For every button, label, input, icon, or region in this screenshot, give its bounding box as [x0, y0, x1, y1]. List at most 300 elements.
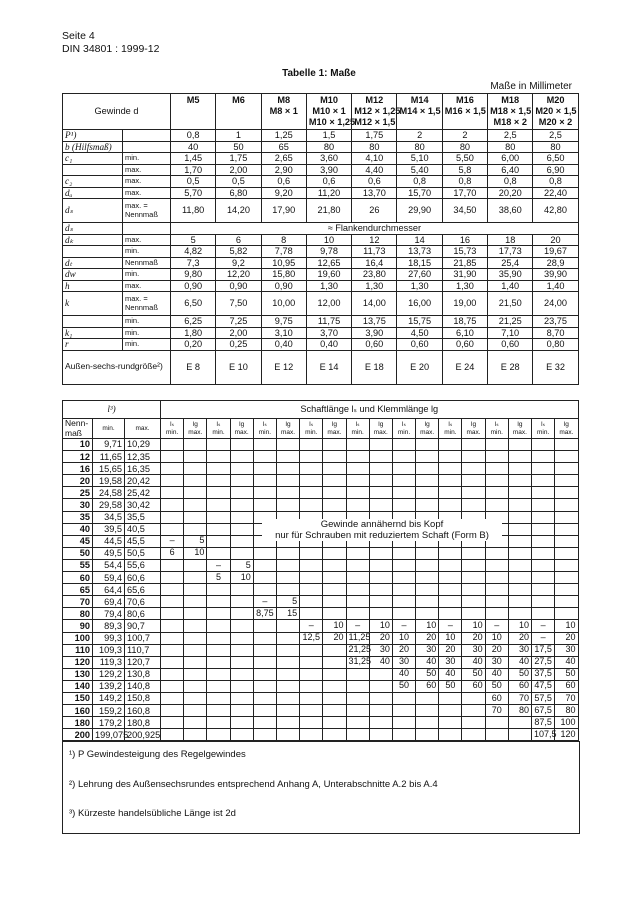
length-cell: 107,5	[532, 729, 555, 741]
length-cell	[230, 632, 253, 644]
length-cell	[253, 620, 276, 632]
dim-value: 23,75	[533, 316, 578, 328]
min-value: 54,4	[93, 559, 125, 571]
length-cell	[508, 511, 531, 523]
nennmass-label: Nenn-maß	[63, 419, 93, 439]
length-symbol: lₛ	[355, 421, 360, 429]
length-cell	[392, 559, 415, 571]
length-cell	[555, 499, 578, 511]
length-cell	[184, 475, 207, 487]
length-cell: 37,5	[532, 668, 555, 680]
dim-value: 14	[397, 234, 442, 246]
dim-symbol: k₁	[63, 327, 123, 339]
dim-value: 80	[533, 141, 578, 153]
length-cell	[323, 692, 346, 704]
length-cell	[555, 559, 578, 571]
length-cell: 30	[439, 656, 462, 668]
nenn-value: 30	[63, 499, 93, 511]
length-cell	[508, 499, 531, 511]
length-cell	[346, 451, 369, 463]
size-label: M14	[410, 95, 429, 105]
length-cell	[508, 451, 531, 463]
length-cell: 40	[369, 656, 392, 668]
length-cell	[323, 608, 346, 620]
dim-value: 13,75	[352, 316, 397, 328]
annotation-line-1: Gewinde annähernd bis Kopf	[320, 519, 444, 530]
dim-value: 6	[216, 234, 261, 246]
length-symbol: lg	[285, 421, 291, 429]
length-cell	[276, 729, 299, 741]
size-label	[218, 106, 258, 117]
dim-value: 9,80	[171, 269, 216, 281]
dim-value: 17,90	[261, 199, 306, 223]
dim-value: 7,78	[261, 246, 306, 258]
max-value: 16,35	[125, 463, 161, 475]
dim-value: E 14	[306, 350, 351, 384]
size-header	[216, 94, 261, 130]
nenn-value: 50	[63, 547, 93, 559]
size-header	[171, 94, 216, 130]
min-value: 129,2	[93, 668, 125, 680]
length-row	[63, 632, 579, 644]
dim-value: 0,60	[488, 339, 533, 351]
length-limit: max.	[373, 428, 388, 436]
length-cell	[462, 705, 485, 717]
dim-row	[63, 130, 579, 142]
dim-value: 3,90	[352, 327, 397, 339]
length-header-row	[63, 401, 579, 419]
length-cell	[485, 487, 508, 499]
dim-value: 5	[171, 234, 216, 246]
dim-unit: min.	[123, 316, 171, 328]
dim-value: 80	[352, 141, 397, 153]
size-header	[442, 94, 487, 130]
length-symbol: lg	[378, 421, 384, 429]
page-number: Seite 4	[62, 30, 95, 42]
size-label: M18 × 2	[493, 117, 527, 127]
dim-value: 1	[216, 130, 261, 142]
length-cell: 80	[555, 705, 578, 717]
ls-lg-header	[230, 419, 253, 439]
nenn-value: 40	[63, 523, 93, 535]
min-value: 19,58	[93, 475, 125, 487]
length-cell	[485, 439, 508, 451]
size-label: M10 × 1,25	[308, 117, 356, 127]
size-header	[261, 94, 306, 130]
length-cell: 50	[555, 668, 578, 680]
length-cell	[369, 608, 392, 620]
dim-symbol: b (Hilfsmaß)	[63, 141, 123, 153]
dim-value: 15,80	[261, 269, 306, 281]
length-cell	[462, 572, 485, 584]
length-cell	[439, 547, 462, 559]
length-cell: –	[300, 620, 323, 632]
dim-value: 0,60	[352, 339, 397, 351]
length-cell: 20	[485, 644, 508, 656]
dim-value: 80	[488, 141, 533, 153]
length-cell	[161, 511, 184, 523]
length-cell	[207, 523, 230, 535]
dim-value: 8	[261, 234, 306, 246]
dim-unit: min.	[123, 269, 171, 281]
dim-value: 2,5	[533, 130, 578, 142]
max-value: 35,5	[125, 511, 161, 523]
length-row	[63, 451, 579, 463]
length-cell	[346, 608, 369, 620]
nenn-value: 200	[63, 729, 93, 741]
length-cell	[369, 559, 392, 571]
length-limit: min.	[165, 428, 179, 436]
length-cell	[276, 451, 299, 463]
max-value: 200,925	[125, 729, 161, 741]
length-cell: –	[439, 620, 462, 632]
length-cell	[230, 717, 253, 729]
length-cell	[369, 705, 392, 717]
size-label: M20 × 1,5	[535, 106, 577, 116]
size-label: M20 × 2	[538, 117, 573, 127]
length-cell	[207, 596, 230, 608]
length-cell	[439, 729, 462, 741]
length-cell: 31,25	[346, 656, 369, 668]
size-label	[264, 117, 304, 128]
length-cell	[439, 499, 462, 511]
size-label	[445, 117, 485, 128]
dim-value: 7,25	[216, 316, 261, 328]
length-cell	[392, 475, 415, 487]
length-cell	[346, 559, 369, 571]
length-cell	[276, 499, 299, 511]
length-cell	[184, 608, 207, 620]
length-cell: 40	[462, 656, 485, 668]
length-cell	[416, 572, 439, 584]
length-cell	[555, 523, 578, 535]
length-symbol: lₛ	[448, 421, 453, 429]
length-cell: 10	[508, 620, 531, 632]
length-cell: 70	[555, 692, 578, 704]
dim-value: 5,40	[397, 164, 442, 176]
length-cell	[323, 475, 346, 487]
dim-value: 0,8	[442, 176, 487, 188]
dim-value: 5,8	[442, 164, 487, 176]
ls-lg-header	[253, 419, 276, 439]
units-note: Maße in Millimeter	[490, 81, 572, 92]
length-cell	[276, 668, 299, 680]
length-cell	[416, 499, 439, 511]
length-cell	[532, 463, 555, 475]
size-label: M14 × 1,5	[399, 106, 441, 116]
length-cell	[392, 584, 415, 596]
length-cell	[485, 463, 508, 475]
length-cell	[485, 499, 508, 511]
length-cell: 20	[416, 632, 439, 644]
size-label: M8 × 1	[269, 106, 298, 116]
length-cell	[161, 523, 184, 535]
dim-value: 12,20	[216, 269, 261, 281]
length-cell	[508, 463, 531, 475]
dim-value: 19,60	[306, 269, 351, 281]
length-cell	[300, 451, 323, 463]
ls-lg-header	[346, 419, 369, 439]
length-cell	[485, 451, 508, 463]
length-cell: 20	[508, 632, 531, 644]
length-cell	[439, 559, 462, 571]
length-cell	[532, 523, 555, 535]
length-cell	[161, 463, 184, 475]
length-cell: 6	[161, 547, 184, 559]
max-value: 130,8	[125, 668, 161, 680]
length-cell	[207, 547, 230, 559]
length-cell	[300, 644, 323, 656]
min-value: 9,71	[93, 439, 125, 451]
length-cell: –	[207, 559, 230, 571]
dim-value: 27,60	[397, 269, 442, 281]
dim-value: 1,25	[261, 130, 306, 142]
dim-value: 7,3	[171, 257, 216, 269]
dim-value: 1,75	[352, 130, 397, 142]
length-cell	[439, 717, 462, 729]
length-cell	[300, 656, 323, 668]
length-cell	[369, 584, 392, 596]
length-cell	[416, 717, 439, 729]
length-cell	[300, 668, 323, 680]
length-symbol: lₛ	[309, 421, 314, 429]
dim-value: 17,70	[442, 187, 487, 199]
length-cell	[300, 547, 323, 559]
length-limit: min.	[351, 428, 364, 436]
length-cell: 10	[369, 620, 392, 632]
length-cell	[485, 584, 508, 596]
ls-lg-header	[555, 419, 578, 439]
length-cell	[323, 705, 346, 717]
length-cell	[300, 717, 323, 729]
length-cell	[300, 705, 323, 717]
length-cell	[230, 463, 253, 475]
length-cell	[555, 511, 578, 523]
dim-value: 0,8	[488, 176, 533, 188]
dim-value: 16	[442, 234, 487, 246]
dim-row	[63, 223, 579, 235]
length-cell	[207, 584, 230, 596]
dim-value: 2,00	[216, 164, 261, 176]
dim-value: E 20	[397, 350, 442, 384]
length-cell: –	[161, 535, 184, 547]
dim-row	[63, 176, 579, 188]
dim-value: 0,60	[397, 339, 442, 351]
length-cell	[439, 463, 462, 475]
footnote-2: ²) Lehrung des Außensechsrundes entsprechend Anhang A, Unterabschnitte A.2 bis A.4	[69, 779, 438, 790]
length-cell	[253, 729, 276, 741]
length-cell: 10	[462, 620, 485, 632]
length-cell	[161, 680, 184, 692]
length-cell	[369, 572, 392, 584]
length-cell	[184, 439, 207, 451]
length-cell: 30	[485, 656, 508, 668]
dim-row	[63, 327, 579, 339]
length-cell	[161, 475, 184, 487]
length-cell	[439, 705, 462, 717]
length-row	[63, 608, 579, 620]
length-limit: min.	[258, 428, 271, 436]
length-symbol: lₛ	[494, 421, 499, 429]
length-limit: max.	[188, 428, 203, 436]
length-symbol: lg	[563, 421, 569, 429]
length-cell	[369, 547, 392, 559]
dim-value: 16,00	[397, 292, 442, 316]
length-cell	[253, 572, 276, 584]
length-cell	[532, 487, 555, 499]
length-row	[63, 680, 579, 692]
length-cell	[253, 559, 276, 571]
dim-value: 0,90	[171, 280, 216, 292]
dim-value: 20,20	[488, 187, 533, 199]
ls-lg-header	[161, 419, 184, 439]
length-cell: 30	[369, 644, 392, 656]
max-value: 120,7	[125, 656, 161, 668]
dim-unit: Nennmaß	[123, 257, 171, 269]
dim-value: E 18	[352, 350, 397, 384]
ls-lg-header	[207, 419, 230, 439]
length-cell	[161, 487, 184, 499]
dim-unit	[123, 130, 171, 142]
length-cell	[230, 608, 253, 620]
length-cell	[346, 463, 369, 475]
dim-value: 1,30	[306, 280, 351, 292]
length-cell: 20	[392, 644, 415, 656]
length-cell: –	[346, 620, 369, 632]
length-cell	[508, 584, 531, 596]
length-cell	[346, 439, 369, 451]
dim-value: 1,70	[171, 164, 216, 176]
dim-value: 15,73	[442, 246, 487, 258]
length-cell	[346, 596, 369, 608]
min-value: 15,65	[93, 463, 125, 475]
length-row	[63, 729, 579, 741]
length-cell: 80	[508, 705, 531, 717]
dim-value: 29,90	[397, 199, 442, 223]
min-value: 179,2	[93, 717, 125, 729]
length-symbol: lₛ	[541, 421, 546, 429]
length-cell	[161, 559, 184, 571]
dim-value: 17,73	[488, 246, 533, 258]
length-cell	[161, 572, 184, 584]
length-cell	[416, 596, 439, 608]
footnote-3: ³) Kürzeste handelsübliche Länge ist 2d	[69, 808, 236, 819]
size-header-row	[63, 94, 579, 130]
length-cell: 87,5	[532, 717, 555, 729]
dim-unit: max.	[123, 187, 171, 199]
min-value: 34,5	[93, 511, 125, 523]
dim-value: 5,10	[397, 153, 442, 165]
length-cell	[555, 547, 578, 559]
dim-value: E 12	[261, 350, 306, 384]
dim-value: 11,75	[306, 316, 351, 328]
length-cell	[253, 487, 276, 499]
dim-value: 2,65	[261, 153, 306, 165]
dim-value: 3,60	[306, 153, 351, 165]
schaft-label: Schaftlänge lₛ und Klemmlänge lg	[161, 401, 579, 419]
dim-value: 12,00	[306, 292, 351, 316]
size-label	[173, 106, 213, 117]
length-cell	[416, 439, 439, 451]
size-label: M18	[501, 95, 520, 105]
length-cell	[439, 572, 462, 584]
length-cell	[369, 729, 392, 741]
length-limit: min.	[444, 428, 457, 436]
length-cell	[184, 463, 207, 475]
nenn-value: 60	[63, 572, 93, 584]
dim-row	[63, 339, 579, 351]
length-cell	[369, 717, 392, 729]
dim-symbol: h	[63, 280, 123, 292]
dim-value: 42,80	[533, 199, 578, 223]
dim-value: 10	[306, 234, 351, 246]
length-cell	[508, 559, 531, 571]
length-cell	[323, 547, 346, 559]
length-limit: min.	[305, 428, 318, 436]
length-cell	[230, 620, 253, 632]
nenn-value: 80	[63, 608, 93, 620]
length-cell	[346, 729, 369, 741]
dim-row	[63, 257, 579, 269]
dim-value: 0,40	[261, 339, 306, 351]
min-value: 99,3	[93, 632, 125, 644]
dim-row	[63, 199, 579, 223]
nenn-value: 65	[63, 584, 93, 596]
dim-value: 0,8	[397, 176, 442, 188]
length-cell	[439, 451, 462, 463]
length-cell	[416, 584, 439, 596]
length-cell	[508, 596, 531, 608]
size-label: M18 × 1,5	[490, 106, 532, 116]
dim-unit	[123, 141, 171, 153]
length-cell	[392, 705, 415, 717]
nenn-value: 25	[63, 487, 93, 499]
dim-value: 13,70	[352, 187, 397, 199]
ls-lg-header	[462, 419, 485, 439]
size-label	[218, 117, 258, 128]
max-value: 140,8	[125, 680, 161, 692]
length-cell	[207, 632, 230, 644]
max-value: 100,7	[125, 632, 161, 644]
length-cell	[276, 656, 299, 668]
size-label: M8	[277, 95, 291, 105]
l-label: l³)	[63, 401, 161, 419]
length-cell	[532, 499, 555, 511]
length-cell	[508, 523, 531, 535]
length-cell: 40	[439, 668, 462, 680]
dim-value: 1,75	[216, 153, 261, 165]
dim-row	[63, 269, 579, 281]
dim-value: 0,25	[216, 339, 261, 351]
length-cell	[392, 439, 415, 451]
length-cell	[276, 463, 299, 475]
length-cell: 11,25	[346, 632, 369, 644]
length-cell: 30	[462, 644, 485, 656]
max-value: 70,6	[125, 596, 161, 608]
length-cell	[416, 559, 439, 571]
length-row	[63, 705, 579, 717]
dim-value: 0,6	[261, 176, 306, 188]
dim-value: 8,70	[533, 327, 578, 339]
length-cell	[346, 680, 369, 692]
length-cell	[462, 692, 485, 704]
nenn-value: 70	[63, 596, 93, 608]
length-cell	[253, 475, 276, 487]
max-value: 180,8	[125, 717, 161, 729]
length-cell	[276, 717, 299, 729]
max-value: 50,5	[125, 547, 161, 559]
dim-value: 5,82	[216, 246, 261, 258]
